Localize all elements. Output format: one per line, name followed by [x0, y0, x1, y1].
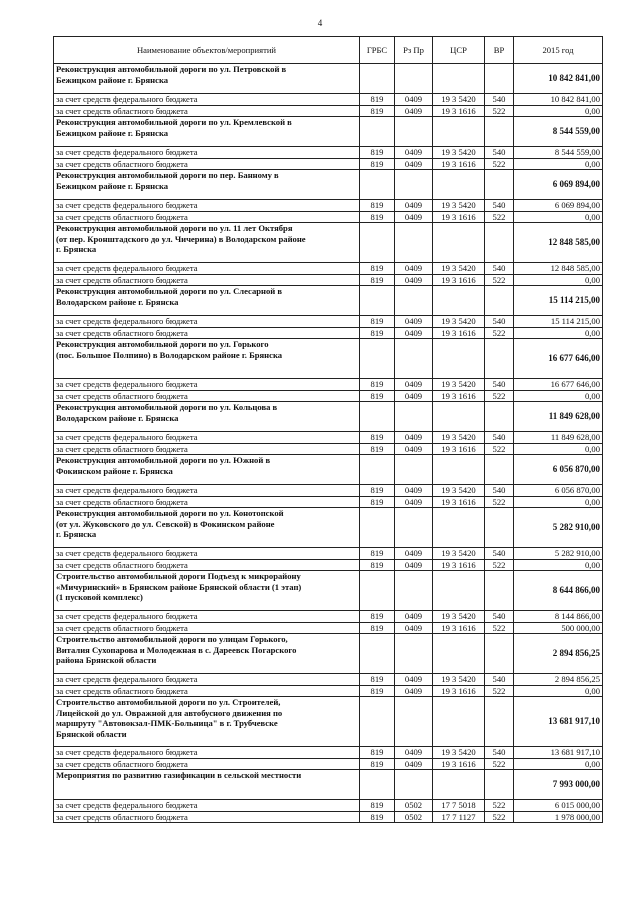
- csr-code: 19 3 5420: [433, 263, 485, 275]
- grbs-code: 819: [360, 548, 395, 560]
- rz-pr-code: 0409: [395, 200, 433, 212]
- empty-cell: [360, 117, 395, 147]
- csr-code: 19 3 5420: [433, 485, 485, 497]
- header-csr: ЦСР: [433, 37, 485, 64]
- vr-code: 540: [485, 379, 514, 391]
- csr-code: 19 3 5420: [433, 747, 485, 759]
- grbs-code: 819: [360, 811, 395, 823]
- rz-pr-code: 0409: [395, 316, 433, 328]
- funding-source-label: за счет средств федерального бюджета: [54, 800, 360, 812]
- grbs-code: 819: [360, 432, 395, 444]
- regional-funding-row: [54, 327, 603, 339]
- federal-funding-row: [54, 611, 603, 623]
- funding-source-label: за счет средств областного бюджета: [54, 274, 360, 286]
- object-total: 5 282 910,00: [514, 508, 603, 548]
- vr-code: 522: [485, 390, 514, 402]
- funding-amount: 6 056 870,00: [514, 485, 603, 497]
- empty-cell: [485, 455, 514, 485]
- federal-funding-row: [54, 379, 603, 391]
- empty-cell: [360, 64, 395, 94]
- object-total: 7 993 000,00: [514, 770, 603, 800]
- csr-code: 19 3 1616: [433, 622, 485, 634]
- funding-source-label: за счет средств областного бюджета: [54, 158, 360, 170]
- funding-source-label: за счет средств областного бюджета: [54, 622, 360, 634]
- funding-source-label: за счет средств областного бюджета: [54, 559, 360, 571]
- rz-pr-code: 0409: [395, 94, 433, 106]
- empty-cell: [395, 117, 433, 147]
- funding-source-label: за счет средств федерального бюджета: [54, 147, 360, 159]
- vr-code: 522: [485, 274, 514, 286]
- vr-code: 522: [485, 758, 514, 770]
- rz-pr-code: 0409: [395, 443, 433, 455]
- csr-code: 19 3 5420: [433, 548, 485, 560]
- empty-cell: [433, 223, 485, 263]
- empty-cell: [360, 170, 395, 200]
- empty-cell: [395, 170, 433, 200]
- funding-amount: 10 842 841,00: [514, 94, 603, 106]
- vr-code: 540: [485, 747, 514, 759]
- vr-code: 522: [485, 211, 514, 223]
- rz-pr-code: 0409: [395, 432, 433, 444]
- empty-cell: [433, 117, 485, 147]
- object-row: [54, 286, 603, 316]
- object-row: [54, 697, 603, 747]
- funding-amount: 0,00: [514, 158, 603, 170]
- csr-code: 19 3 1616: [433, 559, 485, 571]
- empty-cell: [395, 339, 433, 379]
- grbs-code: 819: [360, 327, 395, 339]
- vr-code: 540: [485, 485, 514, 497]
- empty-cell: [433, 571, 485, 611]
- regional-funding-row: [54, 685, 603, 697]
- regional-funding-row: [54, 274, 603, 286]
- funding-amount: 0,00: [514, 758, 603, 770]
- vr-code: 522: [485, 327, 514, 339]
- regional-funding-row: [54, 496, 603, 508]
- funding-amount: 0,00: [514, 496, 603, 508]
- funding-source-label: за счет средств федерального бюджета: [54, 432, 360, 444]
- funding-source-label: за счет средств областного бюджета: [54, 327, 360, 339]
- object-total: 8 544 559,00: [514, 117, 603, 147]
- funding-amount: 6 069 894,00: [514, 200, 603, 212]
- csr-code: 19 3 1616: [433, 327, 485, 339]
- rz-pr-code: 0409: [395, 559, 433, 571]
- vr-code: 522: [485, 105, 514, 117]
- object-name: Реконструкция автомобильной дороги по ул. Слесарной в Володарском районе г. Брянска: [54, 286, 360, 316]
- csr-code: 19 3 1616: [433, 390, 485, 402]
- empty-cell: [485, 770, 514, 800]
- funding-source-label: за счет средств федерального бюджета: [54, 485, 360, 497]
- empty-cell: [433, 402, 485, 432]
- funding-amount: 500 000,00: [514, 622, 603, 634]
- header-grbs: ГРБС: [360, 37, 395, 64]
- federal-funding-row: [54, 316, 603, 328]
- grbs-code: 819: [360, 611, 395, 623]
- object-name: Реконструкция автомобильной дороги по ул. Горького (пос. Большое Полпино) в Володарском районе г. Брянска: [54, 339, 360, 379]
- funding-source-label: за счет средств федерального бюджета: [54, 674, 360, 686]
- vr-code: 522: [485, 158, 514, 170]
- funding-amount: 0,00: [514, 274, 603, 286]
- empty-cell: [395, 697, 433, 747]
- funding-source-label: за счет средств областного бюджета: [54, 496, 360, 508]
- grbs-code: 819: [360, 211, 395, 223]
- object-total: 2 894 856,25: [514, 634, 603, 674]
- vr-code: 540: [485, 94, 514, 106]
- page-number: 4: [317, 18, 323, 28]
- csr-code: 19 3 5420: [433, 94, 485, 106]
- federal-funding-row: [54, 94, 603, 106]
- empty-cell: [360, 455, 395, 485]
- funding-source-label: за счет средств федерального бюджета: [54, 94, 360, 106]
- vr-code: 540: [485, 548, 514, 560]
- rz-pr-code: 0409: [395, 622, 433, 634]
- regional-funding-row: [54, 390, 603, 402]
- funding-amount: 8 144 866,00: [514, 611, 603, 623]
- object-name: Реконструкция автомобильной дороги по ул. Кольцова в Володарском районе г. Брянска: [54, 402, 360, 432]
- empty-cell: [485, 223, 514, 263]
- grbs-code: 819: [360, 685, 395, 697]
- empty-cell: [360, 697, 395, 747]
- grbs-code: 819: [360, 747, 395, 759]
- grbs-code: 819: [360, 758, 395, 770]
- funding-source-label: за счет средств федерального бюджета: [54, 200, 360, 212]
- grbs-code: 819: [360, 105, 395, 117]
- empty-cell: [395, 571, 433, 611]
- csr-code: 19 3 1616: [433, 496, 485, 508]
- empty-cell: [433, 697, 485, 747]
- funding-source-label: за счет средств областного бюджета: [54, 443, 360, 455]
- object-row: [54, 223, 603, 263]
- funding-amount: 8 544 559,00: [514, 147, 603, 159]
- vr-code: 540: [485, 263, 514, 275]
- object-row: [54, 455, 603, 485]
- federal-funding-row: [54, 432, 603, 444]
- funding-amount: 11 849 628,00: [514, 432, 603, 444]
- object-name: Реконструкция автомобильной дороги по ул. 11 лет Октября (от пер. Кронштадского до ул. Чичерина) в Володарском районе г. Брянска: [54, 223, 360, 263]
- empty-cell: [360, 402, 395, 432]
- grbs-code: 819: [360, 800, 395, 812]
- federal-funding-row: [54, 485, 603, 497]
- empty-cell: [360, 770, 395, 800]
- vr-code: 540: [485, 316, 514, 328]
- object-name: Реконструкция автомобильной дороги по ул. Петровской в Бежицком районе г. Брянска: [54, 64, 360, 94]
- empty-cell: [485, 170, 514, 200]
- csr-code: 19 3 5420: [433, 432, 485, 444]
- empty-cell: [485, 286, 514, 316]
- funding-amount: 0,00: [514, 327, 603, 339]
- rz-pr-code: 0409: [395, 263, 433, 275]
- rz-pr-code: 0409: [395, 674, 433, 686]
- object-total: 6 069 894,00: [514, 170, 603, 200]
- vr-code: 522: [485, 800, 514, 812]
- table-header-row: [54, 37, 603, 64]
- empty-cell: [395, 455, 433, 485]
- funding-amount: 0,00: [514, 443, 603, 455]
- funding-source-label: за счет средств областного бюджета: [54, 390, 360, 402]
- csr-code: 19 3 5420: [433, 316, 485, 328]
- rz-pr-code: 0409: [395, 211, 433, 223]
- object-name: Строительство автомобильной дороги Подъезд к микрорайону «Мичуринский» в Брянском районе Брянской области (1 этап) (1 пусковой комплекс): [54, 571, 360, 611]
- grbs-code: 819: [360, 263, 395, 275]
- csr-code: 19 3 5420: [433, 611, 485, 623]
- object-total: 12 848 585,00: [514, 223, 603, 263]
- federal-funding-row: [54, 200, 603, 212]
- csr-code: 19 3 1616: [433, 211, 485, 223]
- federal-funding-row: [54, 548, 603, 560]
- object-row: [54, 339, 603, 379]
- csr-code: 19 3 5420: [433, 200, 485, 212]
- federal-funding-row: [54, 674, 603, 686]
- regional-funding-row: [54, 811, 603, 823]
- empty-cell: [395, 402, 433, 432]
- csr-code: 17 7 5018: [433, 800, 485, 812]
- rz-pr-code: 0409: [395, 105, 433, 117]
- regional-funding-row: [54, 105, 603, 117]
- federal-funding-row: [54, 800, 603, 812]
- rz-pr-code: 0409: [395, 485, 433, 497]
- rz-pr-code: 0409: [395, 147, 433, 159]
- empty-cell: [433, 634, 485, 674]
- funding-amount: 2 894 856,25: [514, 674, 603, 686]
- empty-cell: [395, 286, 433, 316]
- csr-code: 19 3 5420: [433, 147, 485, 159]
- empty-cell: [395, 770, 433, 800]
- empty-cell: [433, 286, 485, 316]
- vr-code: 540: [485, 611, 514, 623]
- funding-amount: 0,00: [514, 685, 603, 697]
- rz-pr-code: 0409: [395, 158, 433, 170]
- empty-cell: [433, 770, 485, 800]
- vr-code: 522: [485, 622, 514, 634]
- csr-code: 19 3 5420: [433, 674, 485, 686]
- rz-pr-code: 0409: [395, 496, 433, 508]
- empty-cell: [433, 455, 485, 485]
- vr-code: 540: [485, 200, 514, 212]
- grbs-code: 819: [360, 274, 395, 286]
- header-name: Наименование объектов/мероприятий: [54, 37, 360, 64]
- grbs-code: 819: [360, 674, 395, 686]
- funding-amount: 0,00: [514, 390, 603, 402]
- object-total: 6 056 870,00: [514, 455, 603, 485]
- funding-amount: 13 681 917,10: [514, 747, 603, 759]
- grbs-code: 819: [360, 622, 395, 634]
- vr-code: 522: [485, 811, 514, 823]
- funding-amount: 6 015 000,00: [514, 800, 603, 812]
- vr-code: 522: [485, 685, 514, 697]
- funding-source-label: за счет средств областного бюджета: [54, 758, 360, 770]
- vr-code: 540: [485, 432, 514, 444]
- grbs-code: 819: [360, 496, 395, 508]
- regional-funding-row: [54, 211, 603, 223]
- grbs-code: 819: [360, 316, 395, 328]
- funding-amount: 0,00: [514, 559, 603, 571]
- regional-funding-row: [54, 758, 603, 770]
- object-total: 10 842 841,00: [514, 64, 603, 94]
- csr-code: 19 3 1616: [433, 158, 485, 170]
- regional-funding-row: [54, 559, 603, 571]
- object-row: [54, 402, 603, 432]
- header-rz-pr: Рз Пр: [395, 37, 433, 64]
- funding-source-label: за счет средств федерального бюджета: [54, 611, 360, 623]
- grbs-code: 819: [360, 379, 395, 391]
- empty-cell: [485, 339, 514, 379]
- funding-source-label: за счет средств федерального бюджета: [54, 747, 360, 759]
- funding-source-label: за счет средств федерального бюджета: [54, 548, 360, 560]
- vr-code: 540: [485, 674, 514, 686]
- csr-code: 19 3 1616: [433, 274, 485, 286]
- object-row: [54, 634, 603, 674]
- funding-amount: 1 978 000,00: [514, 811, 603, 823]
- vr-code: 522: [485, 559, 514, 571]
- csr-code: 19 3 1616: [433, 758, 485, 770]
- funding-amount: 12 848 585,00: [514, 263, 603, 275]
- empty-cell: [485, 697, 514, 747]
- grbs-code: 819: [360, 485, 395, 497]
- object-name: Реконструкция автомобильной дороги по пер. Банному в Бежицком районе г. Брянска: [54, 170, 360, 200]
- federal-funding-row: [54, 147, 603, 159]
- grbs-code: 819: [360, 390, 395, 402]
- funding-source-label: за счет средств областного бюджета: [54, 811, 360, 823]
- grbs-code: 819: [360, 147, 395, 159]
- funding-source-label: за счет средств областного бюджета: [54, 211, 360, 223]
- empty-cell: [433, 170, 485, 200]
- empty-cell: [360, 508, 395, 548]
- object-row: [54, 117, 603, 147]
- rz-pr-code: 0409: [395, 685, 433, 697]
- vr-code: 540: [485, 147, 514, 159]
- regional-funding-row: [54, 158, 603, 170]
- empty-cell: [395, 223, 433, 263]
- grbs-code: 819: [360, 94, 395, 106]
- object-total: 11 849 628,00: [514, 402, 603, 432]
- empty-cell: [433, 64, 485, 94]
- object-row: [54, 770, 603, 800]
- csr-code: 19 3 1616: [433, 443, 485, 455]
- empty-cell: [360, 339, 395, 379]
- empty-cell: [485, 64, 514, 94]
- rz-pr-code: 0409: [395, 611, 433, 623]
- empty-cell: [485, 571, 514, 611]
- funding-amount: 16 677 646,00: [514, 379, 603, 391]
- object-name: Мероприятия по развитию газификации в сельской местности: [54, 770, 360, 800]
- empty-cell: [433, 508, 485, 548]
- empty-cell: [360, 571, 395, 611]
- funding-amount: 0,00: [514, 105, 603, 117]
- funding-amount: 5 282 910,00: [514, 548, 603, 560]
- header-vr: ВР: [485, 37, 514, 64]
- rz-pr-code: 0409: [395, 327, 433, 339]
- object-total: 16 677 646,00: [514, 339, 603, 379]
- empty-cell: [360, 634, 395, 674]
- empty-cell: [360, 223, 395, 263]
- object-row: [54, 508, 603, 548]
- empty-cell: [485, 508, 514, 548]
- rz-pr-code: 0409: [395, 548, 433, 560]
- federal-funding-row: [54, 263, 603, 275]
- object-name: Реконструкция автомобильной дороги по ул. Южной в Фокинском районе г. Брянска: [54, 455, 360, 485]
- funding-source-label: за счет средств федерального бюджета: [54, 379, 360, 391]
- funding-source-label: за счет средств областного бюджета: [54, 685, 360, 697]
- csr-code: 19 3 1616: [433, 105, 485, 117]
- object-name: Реконструкция автомобильной дороги по ул. Кремлевской в Бежицком районе г. Брянска: [54, 117, 360, 147]
- regional-funding-row: [54, 443, 603, 455]
- empty-cell: [395, 508, 433, 548]
- object-name: Строительство автомобильной дороги по улицам Горького, Виталия Сухопарова и Молодежная в с. Дарeевск Погарского района Брянской области: [54, 634, 360, 674]
- object-name: Реконструкция автомобильной дороги по ул. Конотопской (от ул. Жуковского до ул. Севской) в Фокинском районе г. Брянска: [54, 508, 360, 548]
- rz-pr-code: 0409: [395, 747, 433, 759]
- object-total: 15 114 215,00: [514, 286, 603, 316]
- empty-cell: [395, 634, 433, 674]
- funding-amount: 15 114 215,00: [514, 316, 603, 328]
- empty-cell: [433, 339, 485, 379]
- object-row: [54, 170, 603, 200]
- object-row: [54, 64, 603, 94]
- csr-code: 17 7 1127: [433, 811, 485, 823]
- vr-code: 522: [485, 496, 514, 508]
- empty-cell: [485, 117, 514, 147]
- rz-pr-code: 0409: [395, 390, 433, 402]
- grbs-code: 819: [360, 443, 395, 455]
- rz-pr-code: 0409: [395, 758, 433, 770]
- object-total: 8 644 866,00: [514, 571, 603, 611]
- funding-source-label: за счет средств областного бюджета: [54, 105, 360, 117]
- empty-cell: [360, 286, 395, 316]
- rz-pr-code: 0502: [395, 800, 433, 812]
- empty-cell: [485, 402, 514, 432]
- budget-table: [53, 36, 603, 823]
- empty-cell: [485, 634, 514, 674]
- csr-code: 19 3 1616: [433, 685, 485, 697]
- regional-funding-row: [54, 622, 603, 634]
- funding-source-label: за счет средств федерального бюджета: [54, 263, 360, 275]
- grbs-code: 819: [360, 158, 395, 170]
- funding-amount: 0,00: [514, 211, 603, 223]
- object-total: 13 681 917,10: [514, 697, 603, 747]
- empty-cell: [395, 64, 433, 94]
- rz-pr-code: 0502: [395, 811, 433, 823]
- vr-code: 522: [485, 443, 514, 455]
- header-year: 2015 год: [514, 37, 603, 64]
- grbs-code: 819: [360, 559, 395, 571]
- funding-source-label: за счет средств федерального бюджета: [54, 316, 360, 328]
- rz-pr-code: 0409: [395, 274, 433, 286]
- rz-pr-code: 0409: [395, 379, 433, 391]
- csr-code: 19 3 5420: [433, 379, 485, 391]
- grbs-code: 819: [360, 200, 395, 212]
- object-name: Строительство автомобильной дороги по ул. Строителей, Лицейской до ул. Овражной для автобусного движения по маршруту "Автовокзал-ПМК-Больница" в г. Трубчевске Брянской области: [54, 697, 360, 747]
- object-row: [54, 571, 603, 611]
- federal-funding-row: [54, 747, 603, 759]
